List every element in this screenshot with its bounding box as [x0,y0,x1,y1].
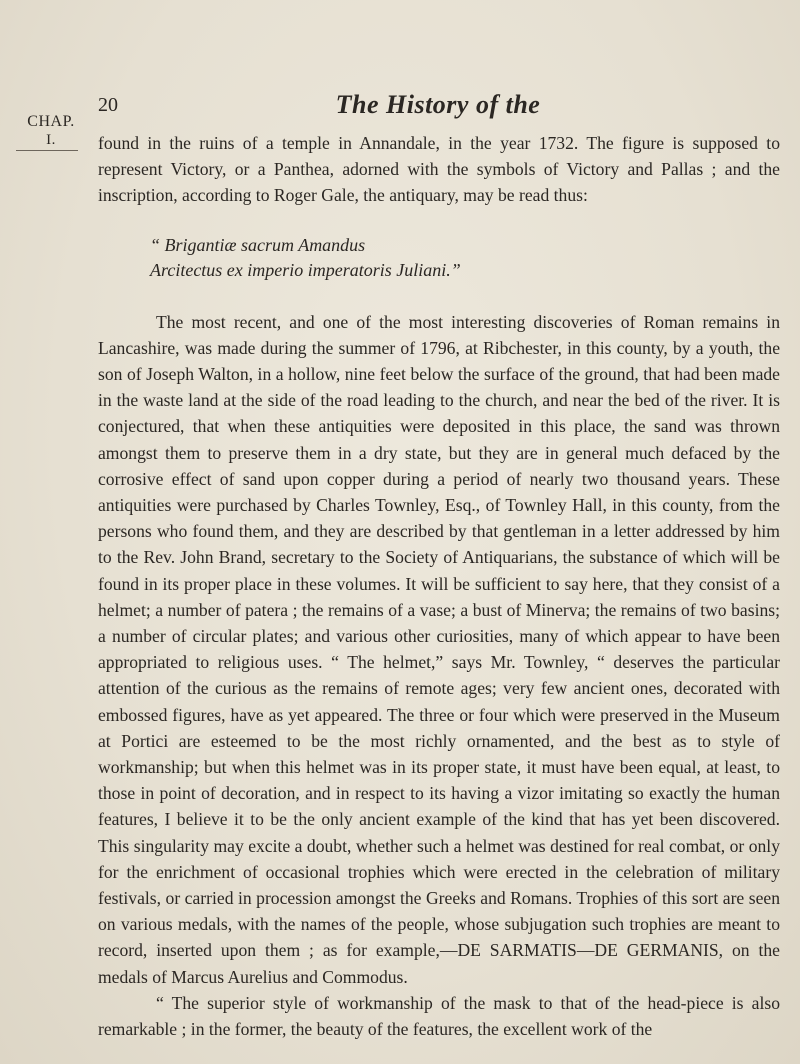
paragraph-helmet-mask: “ The superior style of workmanship of the mask to that of the head-piece is also remarkable ; in the former, the beauty of the features, the excellent work of the [98,992,780,1040]
paragraph-continuation: found in the ruins of a temple in Annandale, in the year 1732. The figure is supposed to represent Victory, or a Panthea, adorned with the symbols of Victory and Pallas ; and the inscription, according to Roger Gale, the antiquary, may be read thus: [98,133,780,206]
inscription-quote [98,233,780,283]
running-title: The History of the [335,90,541,119]
margin-divider [16,150,78,151]
chapter-number: I. [46,132,56,148]
inscription-line-2: Arcitectus ex imperio imperatoris Juliani.” [150,259,461,280]
page-body [98,130,780,1042]
inscription-line-1: “ Brigantiæ sacrum Amandus [150,234,366,255]
page-header [98,90,778,124]
chapter-margin-note [20,112,82,150]
chapter-label: CHAP. [27,113,75,130]
paragraph-ribchester-discovery: The most recent, and one of the most interesting discoveries of Roman remains in Lancashire, was made during the summer of 1796, at Ribchester, in this county, by a youth, the son of Joseph Walton, in a hollow, nine feet below the surface of the ground, that had been made in the waste land at the side of the road leading to the church, and near the bed of the river. It is conjectured, that when these antiquities were deposited in this place, the sand was thrown amongst them to preserve them in a dry state, but they are in general much defaced by the corrosive effect of sand upon copper during a period of nearly two thousand years. These antiquities were purchased by Charles Townley, Esq., of Townley Hall, in this county, from the persons who found them, and they are described by that gentleman in a letter addressed by him to the Rev. John Brand, secretary to the Society of Antiquarians, the substance of which will be found in its proper place in these volumes. It will be sufficient to say here, that they consist of a helmet; a number of patera ; the remains of a vase; a bust of Minerva; the remains of two basins; a number of circular plates; and various other curiosities, many of which appear to have been appropriated to religious uses. “ The helmet,” says Mr. Townley, “ deserves the particular attention of the curious as the remains of remote ages; very few ancient ones, decorated with embossed figures, have as yet appeared. The three or four which were preserved in the Museum at Portici are esteemed to be the most richly ornamented, and the best as to style of workmanship; but when this helmet was in its proper state, it must have been equal, at least, to those in point of decoration, and in respect to its having a vizor imitating so exactly the human features, I believe it to be the only ancient example of the kind that has yet been discovered. This singularity may excite a doubt, whether such a helmet was destined for real combat, or only for the enrichment of occasional trophies which were erected in the celebration of military festivals, or carried in procession amongst the Greeks and Romans. Trophies of this sort are seen on various medals, with the names of the people, whose subjugation such trophies are meant to record, inserted upon them ; as for example,—DE SARMATIS—DE GERMANIS, on the medals of Marcus Aurelius and Commodus. [98,311,780,987]
page-number: 20 [98,94,118,116]
